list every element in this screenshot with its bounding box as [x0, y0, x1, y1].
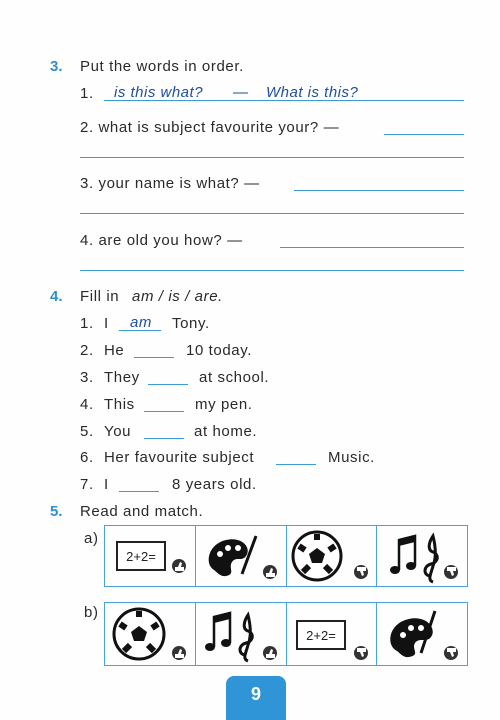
page-number-text: 9 [250, 684, 261, 704]
exercise-item: 3. your name is what? — [80, 175, 260, 192]
match-card[interactable] [287, 526, 378, 586]
match-row-a [104, 525, 468, 587]
exercise-item: 4. are old you how? — [80, 232, 243, 249]
football-icon [114, 609, 164, 659]
thumbs-up-icon [263, 565, 277, 579]
answer-text: am [130, 314, 152, 331]
match-card[interactable] [287, 603, 378, 665]
exercise-instruction: Fill in [80, 288, 120, 305]
blank-line[interactable] [276, 464, 316, 465]
scrambled-words: is this what? [114, 84, 204, 101]
exercise-number: 3. [50, 58, 63, 75]
answer-line[interactable] [80, 270, 464, 271]
page-number [226, 676, 286, 720]
item-number: 3. [80, 369, 94, 386]
item-pre: Her favourite subject [104, 449, 255, 466]
thumbs-down-icon [444, 646, 458, 660]
exercise-number: 5. [50, 503, 63, 520]
match-card[interactable] [196, 526, 287, 586]
row-label: b) [84, 604, 99, 621]
item-post: my pen. [195, 396, 253, 413]
music-notes-icon [390, 536, 437, 582]
dash: — [233, 84, 249, 101]
match-row-b [104, 602, 468, 666]
answer-line[interactable] [280, 247, 464, 248]
match-card[interactable] [105, 526, 196, 586]
item-post: at school. [199, 369, 270, 386]
blank-line[interactable] [134, 357, 174, 358]
blank-line[interactable] [119, 491, 159, 492]
math-board-icon [117, 542, 165, 570]
answer-line[interactable] [80, 213, 464, 214]
thumbs-up-icon [172, 559, 186, 573]
exercise-item: 2. what is subject favourite your? — [80, 119, 340, 136]
paint-palette-icon [208, 536, 255, 576]
item-number: 7. [80, 476, 94, 493]
blank-line[interactable] [148, 384, 188, 385]
item-number: 5. [80, 423, 94, 440]
item-number: 1. [80, 85, 94, 102]
exercise-number: 4. [50, 288, 63, 305]
item-pre: He [104, 342, 125, 359]
thumbs-up-icon [263, 646, 277, 660]
match-card[interactable] [377, 603, 467, 665]
answer-text: What is this? [266, 84, 359, 101]
item-number: 6. [80, 449, 94, 466]
thumbs-down-icon [354, 646, 368, 660]
answer-line[interactable] [104, 100, 464, 101]
math-card-text: 2+2= [126, 549, 156, 564]
exercise-instruction: Put the words in order. [80, 58, 244, 75]
item-post: at home. [194, 423, 258, 440]
football-icon [293, 532, 341, 580]
paint-palette-icon [391, 611, 436, 657]
answer-line[interactable] [80, 157, 464, 158]
item-post: Music. [328, 449, 375, 466]
item-post: Tony. [172, 315, 210, 332]
blank-line[interactable] [119, 330, 161, 331]
item-pre: They [104, 369, 140, 386]
item-pre: I [104, 315, 109, 332]
thumbs-down-icon [444, 565, 458, 579]
thumbs-up-icon [172, 646, 186, 660]
math-board-icon [297, 621, 345, 649]
instruction-words: am / is / are. [132, 288, 223, 305]
answer-line[interactable] [294, 190, 464, 191]
match-card[interactable] [377, 526, 467, 586]
answer-line[interactable] [384, 134, 464, 135]
thumbs-down-icon [354, 565, 368, 579]
music-notes-icon [205, 613, 252, 661]
item-number: 4. [80, 396, 94, 413]
item-pre: I [104, 476, 109, 493]
match-card[interactable] [196, 603, 287, 665]
item-post: 10 today. [186, 342, 253, 359]
item-pre: This [104, 396, 135, 413]
item-pre: You [104, 423, 132, 440]
item-post: 8 years old. [172, 476, 257, 493]
exercise-instruction: Read and match. [80, 503, 204, 520]
item-number: 2. [80, 342, 94, 359]
blank-line[interactable] [144, 438, 184, 439]
item-number: 1. [80, 315, 94, 332]
math-card-text: 2+2= [305, 628, 336, 643]
blank-line[interactable] [144, 411, 184, 412]
match-card[interactable] [105, 603, 196, 665]
row-label: a) [84, 530, 99, 547]
